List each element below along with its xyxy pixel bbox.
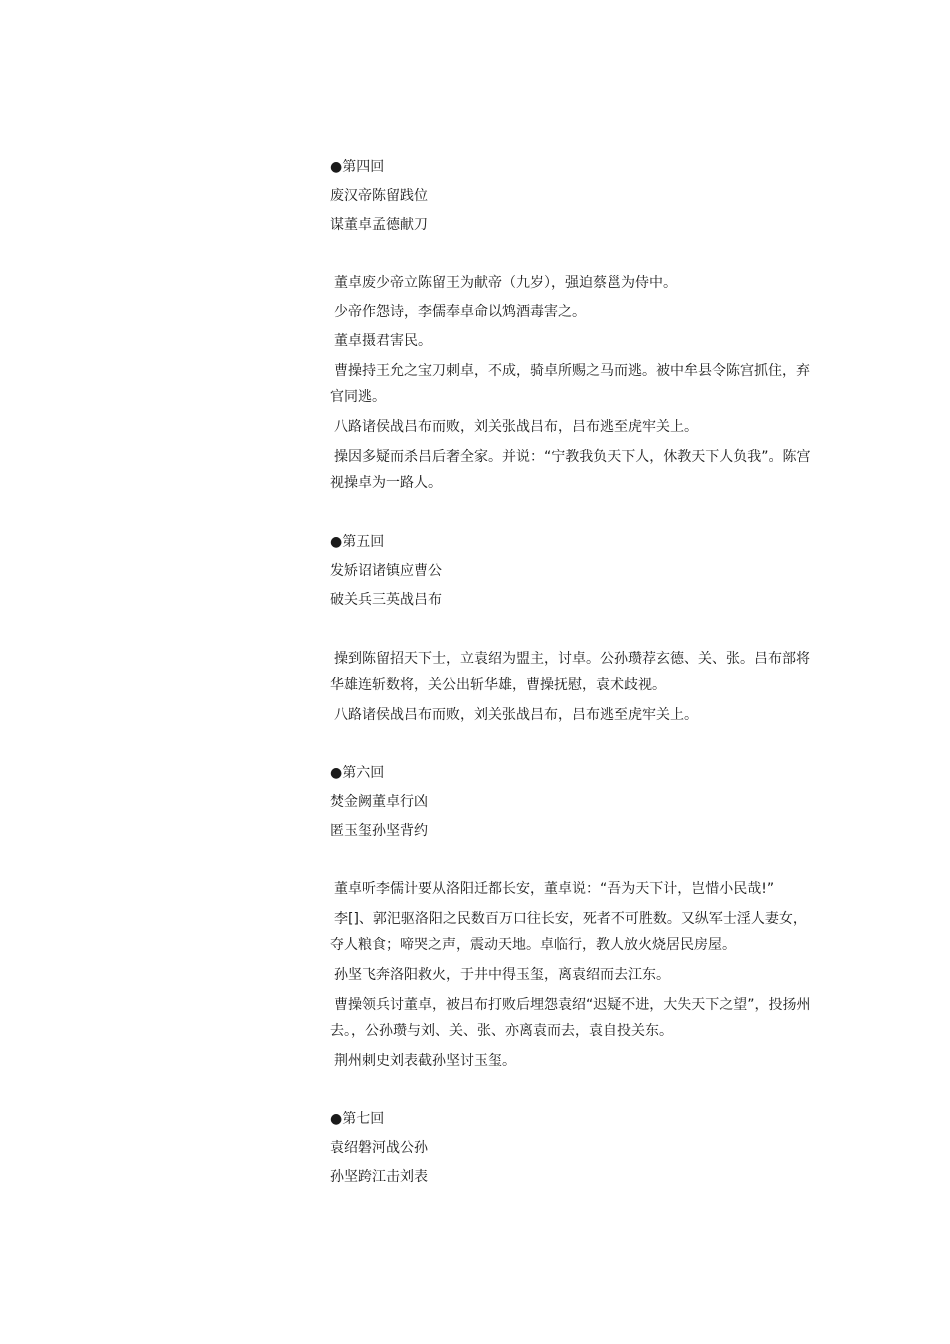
chapter-subtitle: 发矫诏诸镇应曹公 bbox=[330, 563, 442, 579]
paragraph: 操到陈留招天下士，立袁绍为盟主，讨卓。公孙瓒荐玄德、关、张。吕布部将华雄连斩数将，关公出斩华雄，曹操抚慰，袁术歧视。 bbox=[330, 651, 810, 693]
paragraph: 荆州刺史刘表截孙坚讨玉玺。 bbox=[334, 1053, 516, 1069]
paragraph: 曹操领兵讨董卓，被吕布打败后埋怨袁绍“迟疑不进，大失天下之望”，投扬州去。，公孙瓒与刘、关、张、亦离袁而去，袁自投关东。 bbox=[330, 997, 811, 1039]
paragraph: 董卓摄君害民。 bbox=[334, 333, 432, 349]
paragraph: 操因多疑而杀吕后奢全家。并说：“宁教我负天下人，休教天下人负我”。陈宫视操卓为一路人。 bbox=[330, 449, 811, 491]
chapter-subtitle: 废汉帝陈留践位 bbox=[330, 188, 428, 204]
paragraph: 八路诸侯战吕布而败，刘关张战吕布，吕布逃至虎牢关上。 bbox=[334, 707, 698, 723]
paragraph: 董卓废少帝立陈留王为献帝（九岁），强迫蔡邕为侍中。 bbox=[334, 275, 677, 291]
chapter-subtitle: 匿玉玺孙坚背约 bbox=[330, 823, 428, 839]
chapter-4 bbox=[330, 155, 820, 496]
chapter-heading: ●第六回 bbox=[330, 765, 385, 781]
paragraph: 少帝作怨诗，李儒奉卓命以鸩酒毒害之。 bbox=[334, 304, 586, 320]
chapter-6 bbox=[330, 761, 820, 1073]
chapter-subtitle: 焚金阙董卓行凶 bbox=[330, 794, 428, 810]
chapter-5 bbox=[330, 530, 820, 727]
chapter-subtitle: 谋董卓孟德献刀 bbox=[330, 217, 428, 233]
paragraph: 董卓听李儒计要从洛阳迁都长安，董卓说：“吾为天下计，岂惜小民哉!” bbox=[334, 881, 775, 897]
chapter-heading: ●第七回 bbox=[330, 1111, 385, 1127]
paragraph: 八路诸侯战吕布而败，刘关张战吕布，吕布逃至虎牢关上。 bbox=[334, 419, 698, 435]
chapter-heading: ●第五回 bbox=[330, 534, 385, 550]
chapter-subtitle: 破关兵三英战吕布 bbox=[330, 592, 442, 608]
chapter-heading: ●第四回 bbox=[330, 159, 385, 175]
paragraph: 李[]、郭汜驱洛阳之民数百万口往长安，死者不可胜数。又纵军士淫人妻女，夺人粮食；啼哭之声，震动天地。卓临行，教人放火烧居民房屋。 bbox=[330, 911, 807, 953]
chapter-7 bbox=[330, 1107, 820, 1189]
paragraph: 孙坚飞奔洛阳救火，于井中得玉玺，离袁绍而去江东。 bbox=[334, 967, 670, 983]
document-page bbox=[330, 155, 820, 1194]
chapter-subtitle: 孙坚跨江击刘表 bbox=[330, 1169, 428, 1185]
chapter-subtitle: 袁绍磐河战公孙 bbox=[330, 1140, 428, 1156]
paragraph: 曹操持王允之宝刀刺卓，不成，骑卓所赐之马而逃。被中牟县令陈宫抓住，弃官同逃。 bbox=[330, 363, 810, 405]
